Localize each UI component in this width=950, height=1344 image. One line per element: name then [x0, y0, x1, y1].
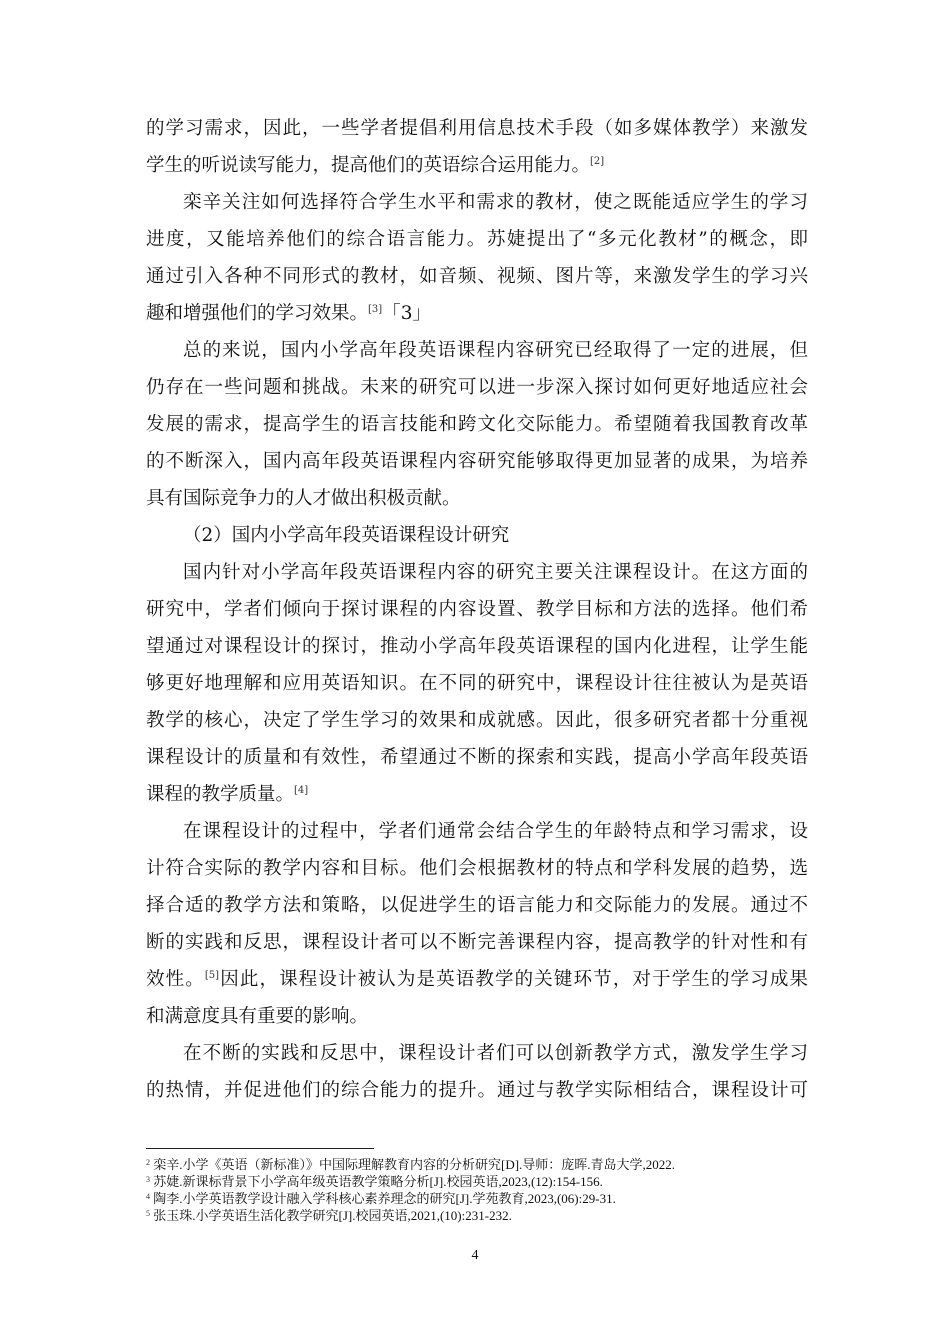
- text-span: 课程的教学质量。: [146, 784, 295, 805]
- text-line: 进度，又能培养他们的综合语言能力。苏婕提出了“多元化教材”的概念，即: [146, 229, 808, 250]
- footnote-separator: [146, 1148, 374, 1149]
- citation-ref[interactable]: [4]: [294, 785, 309, 796]
- body-text: [146, 110, 808, 1109]
- text-span: 因此，课程设计被认为是英语教学的关键环节，对于学生的学习成果: [219, 969, 808, 990]
- citation-ref[interactable]: [2]: [590, 156, 605, 167]
- section-heading: （2）国内小学高年段英语课程设计研究: [183, 525, 510, 546]
- footnote: [146, 1190, 846, 1207]
- footnote-number: 5: [146, 1209, 150, 1218]
- page-number: 4: [471, 1248, 479, 1263]
- footnote: [146, 1173, 846, 1190]
- text-line: 总的来说，国内小学高年段英语课程内容研究已经取得了一定的进展，但: [183, 340, 808, 361]
- text-line: 断的实践和反思，课程设计者可以不断完善课程内容，提高教学的针对性和有: [146, 932, 808, 953]
- text-line: 教学的核心，决定了学生学习的效果和成就感。因此，很多研究者都十分重视: [146, 710, 808, 731]
- text-line: [146, 776, 808, 813]
- text-line: 的热情，并促进他们的综合能力的提升。通过与教学实际相结合，课程设计可: [146, 1080, 808, 1101]
- text-line: 课程设计的质量和有效性，希望通过不断的探索和实践，提高小学高年段英语: [146, 747, 808, 768]
- text-line: 择合适的教学方法和策略，以促进学生的语言能力和交际能力的发展。通过不: [146, 895, 808, 916]
- footnote-text: 栾辛.小学《英语（新标准）》中国际理解教育内容的分析研究[D].导师：庞晖.青岛大学,2022.: [153, 1157, 676, 1172]
- text-line: 研究中，学者们倾向于探讨课程的内容设置、教学目标和方法的选择。他们希: [146, 599, 808, 620]
- footnote-text: 苏婕.新课标背景下小学高年级英语教学策略分析[J].校园英语,2023,(12):154-156.: [153, 1174, 603, 1189]
- footnotes: [146, 1156, 846, 1224]
- text-line: 具有国际竞争力的人才做出积极贡献。: [146, 488, 461, 509]
- text-line: 计符合实际的教学内容和目标。他们会根据教材的特点和学科发展的趋势，选: [146, 858, 808, 879]
- text-line: [146, 295, 808, 332]
- text-line: 够更好地理解和应用英语知识。在不同的研究中，课程设计往往被认为是英语: [146, 673, 808, 694]
- text-line: 的不断深入，国内高年段英语课程内容研究能够取得更加显著的成果，为培养: [146, 451, 808, 472]
- footnote-text: 张玉珠.小学英语生活化教学研究[J].校园英语,2021,(10):231-232.: [153, 1208, 512, 1223]
- text-line: [146, 147, 808, 184]
- text-line: 在不断的实践和反思中，课程设计者们可以创新教学方式，激发学生学习: [183, 1043, 808, 1064]
- footnote: [146, 1207, 846, 1224]
- citation-ref[interactable]: [3]: [368, 304, 383, 315]
- citation-ref[interactable]: [5]: [204, 970, 220, 981]
- footnote-text: 陶李.小学英语教学设计融入学科核心素养理念的研究[J].学苑教育,2023,(06):29-31.: [153, 1191, 616, 1206]
- text-span: 「3」: [382, 303, 431, 324]
- text-line: 和满意度具有重要的影响。: [146, 1006, 369, 1027]
- text-span: 学生的听说读写能力，提高他们的英语综合运用能力。: [146, 155, 591, 176]
- text-span: 趣和增强他们的学习效果。: [146, 303, 369, 324]
- text-line: 通过引入各种不同形式的教材，如音频、视频、图片等，来激发学生的学习兴: [146, 266, 808, 287]
- footnote: [146, 1156, 846, 1173]
- text-line: 的学习需求，因此，一些学者提倡利用信息技术手段（如多媒体教学）来激发: [146, 118, 808, 139]
- text-line: 仍存在一些问题和挑战。未来的研究可以进一步深入探讨如何更好地适应社会: [146, 377, 808, 398]
- text-line: 发展的需求，提高学生的语言技能和跨文化交际能力。希望随着我国教育改革: [146, 414, 808, 435]
- text-line: 在课程设计的过程中，学者们通常会结合学生的年龄特点和学习需求，设: [183, 821, 808, 842]
- text-span: 效性。: [146, 969, 205, 990]
- text-line: [146, 961, 808, 998]
- text-line: 望通过对课程设计的探讨，推动小学高年段英语课程的国内化进程，让学生能: [146, 636, 808, 657]
- text-line: 栾辛关注如何选择符合学生水平和需求的教材，使之既能适应学生的学习: [183, 192, 808, 213]
- footnote-number: 4: [146, 1192, 150, 1201]
- footnote-number: 3: [146, 1175, 150, 1184]
- text-line: 国内针对小学高年段英语课程内容的研究主要关注课程设计。在这方面的: [183, 562, 808, 583]
- footnote-number: 2: [146, 1158, 150, 1167]
